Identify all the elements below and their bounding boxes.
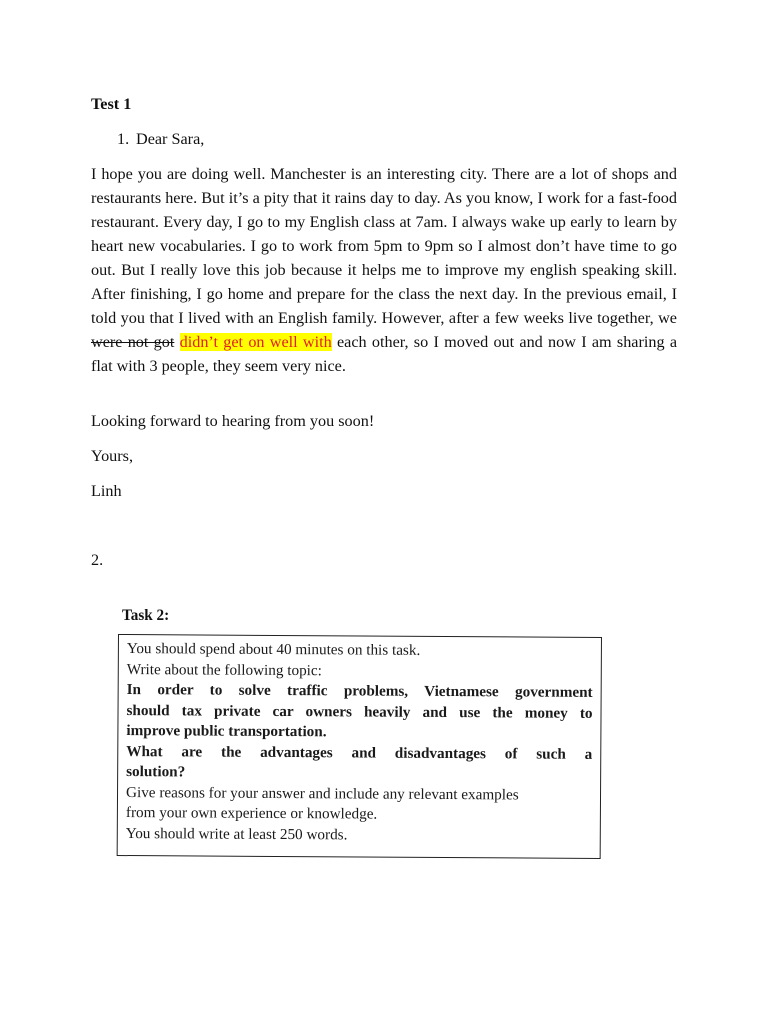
task-instruction-topic: Write about the following topic: bbox=[126, 660, 322, 679]
task-instruction-time: You should spend about 40 minutes on this task. bbox=[126, 640, 421, 659]
letter-body-end: each other, so I moved out and now I am sharing a flat with 3 people, they seem very nice. bbox=[91, 333, 677, 375]
task-box bbox=[117, 634, 602, 859]
task-reason-line-1: Give reasons for your answer and include any relevant examples bbox=[125, 783, 519, 803]
letter-body-start: I hope you are doing well. Manchester is an interesting city. There are a lot of shops and restaurants here. But it’s a pity that it rains day to day. As you know, I work for a fast-food restaurant. Every day, I go to my English class at 7am. I always wake up early to learn by heart new vocabularies. I go to work from 5pm to 9pm so I almost don’t have time to go out. But I really love this job because it helps me to improve my english speaking skill. After finishing, I go home and prepare for the class the next day. In the previous email, I told you that I lived with an English family. However, after a few weeks live together, we bbox=[91, 165, 677, 327]
letter-body bbox=[91, 162, 677, 378]
task-prompt-line-1: In order to solve traffic problems, Vietnamese government bbox=[126, 681, 593, 701]
salutation: Dear Sara, bbox=[136, 130, 205, 148]
test-title: Test 1 bbox=[91, 95, 132, 113]
correction-highlight: didn’t get on well with bbox=[179, 333, 332, 351]
task-question-line-2: solution? bbox=[126, 763, 186, 781]
closing-line: Looking forward to hearing from you soon! bbox=[91, 412, 375, 430]
struck-text: were not got bbox=[91, 333, 175, 351]
list-number: 1. bbox=[117, 130, 130, 148]
signoff: Yours, bbox=[91, 447, 133, 465]
task-prompt-line-2: should tax private car owners heavily and use the money to bbox=[126, 701, 593, 722]
task-word-count: You should write at least 250 words. bbox=[125, 824, 348, 843]
task-box-content bbox=[126, 639, 593, 847]
task-prompt-line-3: improve public transportation. bbox=[126, 722, 327, 741]
list-number-2: 2. bbox=[91, 551, 104, 569]
list-item-1 bbox=[117, 129, 204, 149]
task-heading: Task 2: bbox=[122, 607, 170, 624]
task-question-line-1: What are the advantages and disadvantages of such a bbox=[126, 742, 593, 763]
signature: Linh bbox=[91, 482, 122, 500]
task-reason-line-2: from your own experience or knowledge. bbox=[125, 804, 378, 823]
